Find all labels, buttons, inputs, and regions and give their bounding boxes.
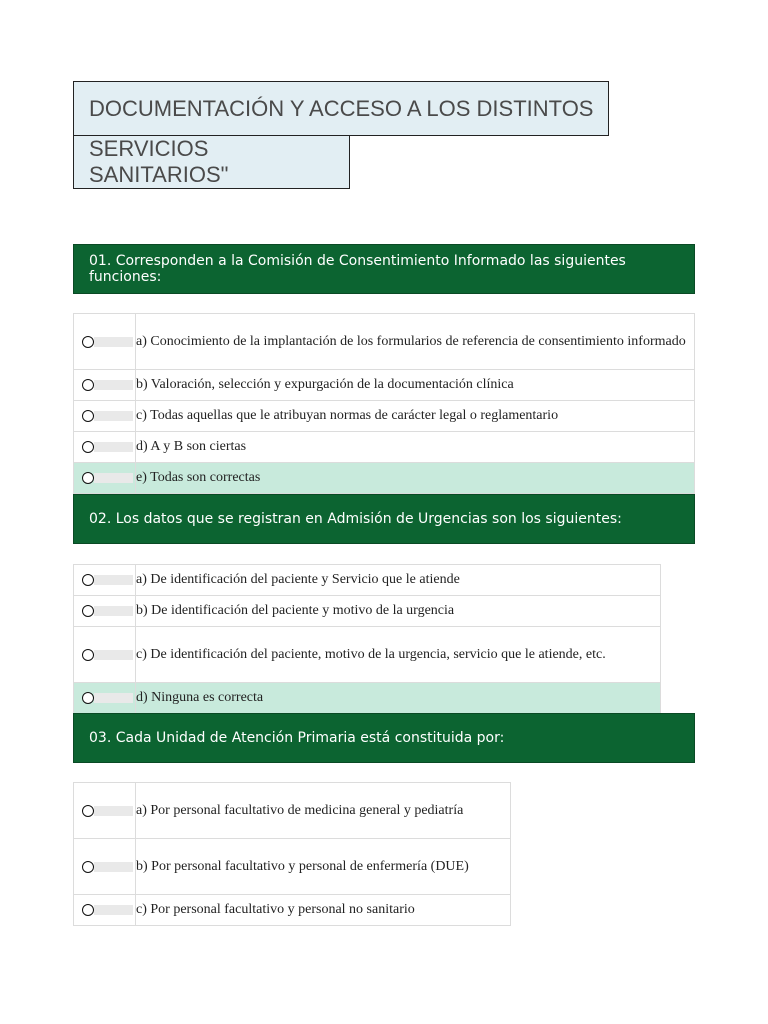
radio-cell[interactable]	[74, 839, 136, 895]
radio-button[interactable]	[82, 410, 94, 422]
radio-button[interactable]	[82, 379, 94, 391]
radio-button[interactable]	[82, 649, 94, 661]
title-text-2: SERVICIOS SANITARIOS"	[89, 136, 229, 187]
option-row-correct[interactable]	[74, 463, 695, 494]
option-row[interactable]	[74, 565, 661, 596]
radio-shade	[94, 905, 133, 915]
radio-button[interactable]	[82, 805, 94, 817]
radio-shade	[94, 693, 133, 703]
option-label: a) Conocimiento de la implantación de los formularios de referencia de consentimiento informado	[136, 314, 695, 370]
option-label: c) De identificación del paciente, motivo de la urgencia, servicio que le atiende, etc.	[136, 627, 661, 683]
option-row[interactable]	[74, 314, 695, 370]
option-label: c) Todas aquellas que le atribuyan normas de carácter legal o reglamentario	[136, 401, 695, 432]
question-2-options	[73, 564, 661, 714]
question-2-heading	[73, 494, 695, 544]
option-row[interactable]	[74, 839, 511, 895]
radio-cell[interactable]	[74, 432, 136, 463]
title-text-1: DOCUMENTACIÓN Y ACCESO A LOS DISTINTOS	[89, 95, 594, 121]
option-row[interactable]	[74, 401, 695, 432]
radio-button[interactable]	[82, 692, 94, 704]
radio-cell[interactable]	[74, 463, 136, 494]
document-title-line-2	[73, 135, 350, 189]
radio-button[interactable]	[82, 574, 94, 586]
radio-shade	[94, 380, 133, 390]
radio-shade	[94, 411, 133, 421]
question-3-heading	[73, 713, 695, 763]
option-label: b) Por personal facultativo y personal de enfermería (DUE)	[136, 839, 511, 895]
question-1-text: 01. Corresponden a la Comisión de Consentimiento Informado las siguientes funciones:	[89, 253, 626, 285]
option-row[interactable]	[74, 627, 661, 683]
question-1-options	[73, 313, 695, 494]
radio-shade	[94, 575, 133, 585]
radio-shade	[94, 650, 133, 660]
option-label: d) Ninguna es correcta	[136, 683, 661, 714]
radio-cell[interactable]	[74, 783, 136, 839]
option-label: c) Por personal facultativo y personal no sanitario	[136, 895, 511, 926]
option-label: b) Valoración, selección y expurgación de la documentación clínica	[136, 370, 695, 401]
radio-cell[interactable]	[74, 370, 136, 401]
option-row[interactable]	[74, 432, 695, 463]
radio-button[interactable]	[82, 472, 94, 484]
option-label: a) De identificación del paciente y Servicio que le atiende	[136, 565, 661, 596]
question-2-text: 02. Los datos que se registran en Admisión de Urgencias son los siguientes:	[89, 511, 622, 527]
radio-cell[interactable]	[74, 565, 136, 596]
radio-cell[interactable]	[74, 314, 136, 370]
radio-shade	[94, 442, 133, 452]
option-label: e) Todas son correctas	[136, 463, 695, 494]
radio-cell[interactable]	[74, 596, 136, 627]
option-row[interactable]	[74, 596, 661, 627]
question-3-text: 03. Cada Unidad de Atención Primaria está constituida por:	[89, 730, 505, 746]
document-title-line-1	[73, 81, 609, 136]
radio-cell[interactable]	[74, 627, 136, 683]
option-row[interactable]	[74, 783, 511, 839]
option-row-correct[interactable]	[74, 683, 661, 714]
radio-shade	[94, 473, 133, 483]
question-1-heading	[73, 244, 695, 294]
radio-cell[interactable]	[74, 683, 136, 714]
option-row[interactable]	[74, 895, 511, 926]
radio-shade	[94, 806, 133, 816]
radio-button[interactable]	[82, 441, 94, 453]
radio-shade	[94, 862, 133, 872]
radio-cell[interactable]	[74, 401, 136, 432]
option-label: b) De identificación del paciente y motivo de la urgencia	[136, 596, 661, 627]
radio-shade	[94, 606, 133, 616]
radio-button[interactable]	[82, 861, 94, 873]
option-label: a) Por personal facultativo de medicina general y pediatría	[136, 783, 511, 839]
radio-button[interactable]	[82, 605, 94, 617]
radio-button[interactable]	[82, 336, 94, 348]
radio-button[interactable]	[82, 904, 94, 916]
radio-shade	[94, 337, 133, 347]
option-label: d) A y B son ciertas	[136, 432, 695, 463]
radio-cell[interactable]	[74, 895, 136, 926]
option-row[interactable]	[74, 370, 695, 401]
question-3-options	[73, 782, 511, 926]
